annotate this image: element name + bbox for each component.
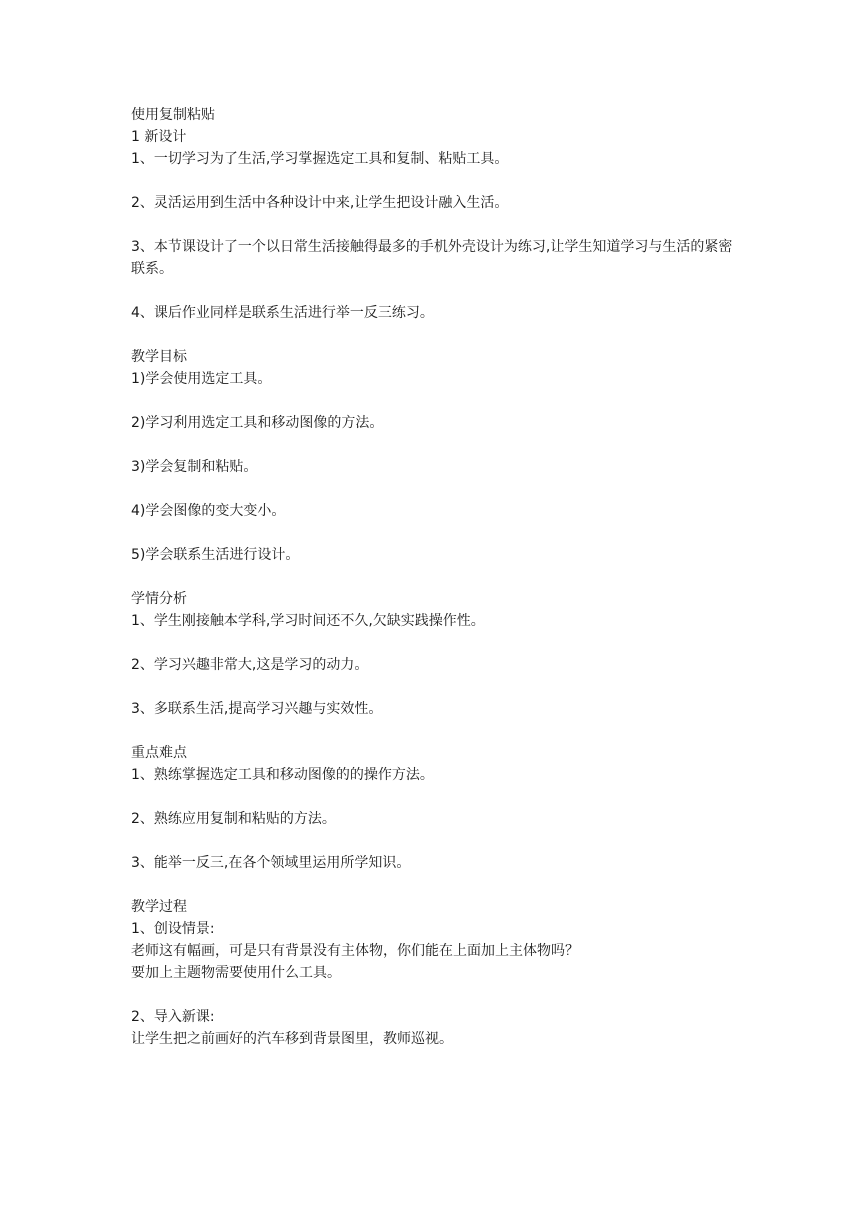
- step-line: 要加上主题物需要使用什么工具。: [131, 965, 341, 981]
- step-line: 让学生把之前画好的汽车移到背景图里，教师巡视。: [131, 1031, 453, 1047]
- spacer: [131, 632, 741, 654]
- spacer: [131, 170, 741, 192]
- section-heading-teaching-process: 教学过程: [131, 899, 187, 915]
- paragraph: 2、熟练应用复制和粘贴的方法。: [131, 811, 336, 827]
- paragraph: 1)学会使用选定工具。: [131, 371, 272, 387]
- step-title: 1、创设情景:: [131, 921, 215, 937]
- paragraph: 4)学会图像的变大变小。: [131, 503, 286, 519]
- spacer: [131, 522, 741, 544]
- spacer: [131, 324, 741, 346]
- paragraph: 1、学生刚接触本学科,学习时间还不久,欠缺实践操作性。: [131, 613, 485, 629]
- paragraph: 2)学习利用选定工具和移动图像的方法。: [131, 415, 384, 431]
- paragraph: 4、课后作业同样是联系生活进行举一反三练习。: [131, 305, 434, 321]
- paragraph: 3、本节课设计了一个以日常生活接触得最多的手机外壳设计为练习,让学生知道学习与生活的紧密联系。: [131, 239, 733, 277]
- spacer: [131, 280, 741, 302]
- spacer: [131, 830, 741, 852]
- section-heading-teaching-goals: 教学目标: [131, 349, 187, 365]
- spacer: [131, 214, 741, 236]
- spacer: [131, 434, 741, 456]
- spacer: [131, 720, 741, 742]
- spacer: [131, 786, 741, 808]
- spacer: [131, 390, 741, 412]
- section-heading-student-analysis: 学情分析: [131, 591, 187, 607]
- paragraph: 3)学会复制和粘贴。: [131, 459, 258, 475]
- paragraph: 2、学习兴趣非常大,这是学习的动力。: [131, 657, 369, 673]
- spacer: [131, 478, 741, 500]
- step-line: 老师这有幅画，可是只有背景没有主体物，你们能在上面加上主体物吗？: [131, 943, 579, 959]
- paragraph: 1、一切学习为了生活,学习掌握选定工具和复制、粘贴工具。: [131, 151, 509, 167]
- document-title: 使用复制粘贴: [131, 107, 215, 123]
- paragraph: 5)学会联系生活进行设计。: [131, 547, 300, 563]
- paragraph: 3、多联系生活,提高学习兴趣与实效性。: [131, 701, 383, 717]
- paragraph: 1、熟练掌握选定工具和移动图像的的操作方法。: [131, 767, 434, 783]
- spacer: [131, 984, 741, 1006]
- section-heading-new-design: 1 新设计: [131, 129, 187, 145]
- document-body: [131, 104, 741, 1050]
- spacer: [131, 874, 741, 896]
- paragraph: 2、灵活运用到生活中各种设计中来,让学生把设计融入生活。: [131, 195, 509, 211]
- paragraph: 3、能举一反三,在各个领域里运用所学知识。: [131, 855, 411, 871]
- spacer: [131, 676, 741, 698]
- step-title: 2、导入新课:: [131, 1009, 215, 1025]
- spacer: [131, 566, 741, 588]
- section-heading-key-points: 重点难点: [131, 745, 187, 761]
